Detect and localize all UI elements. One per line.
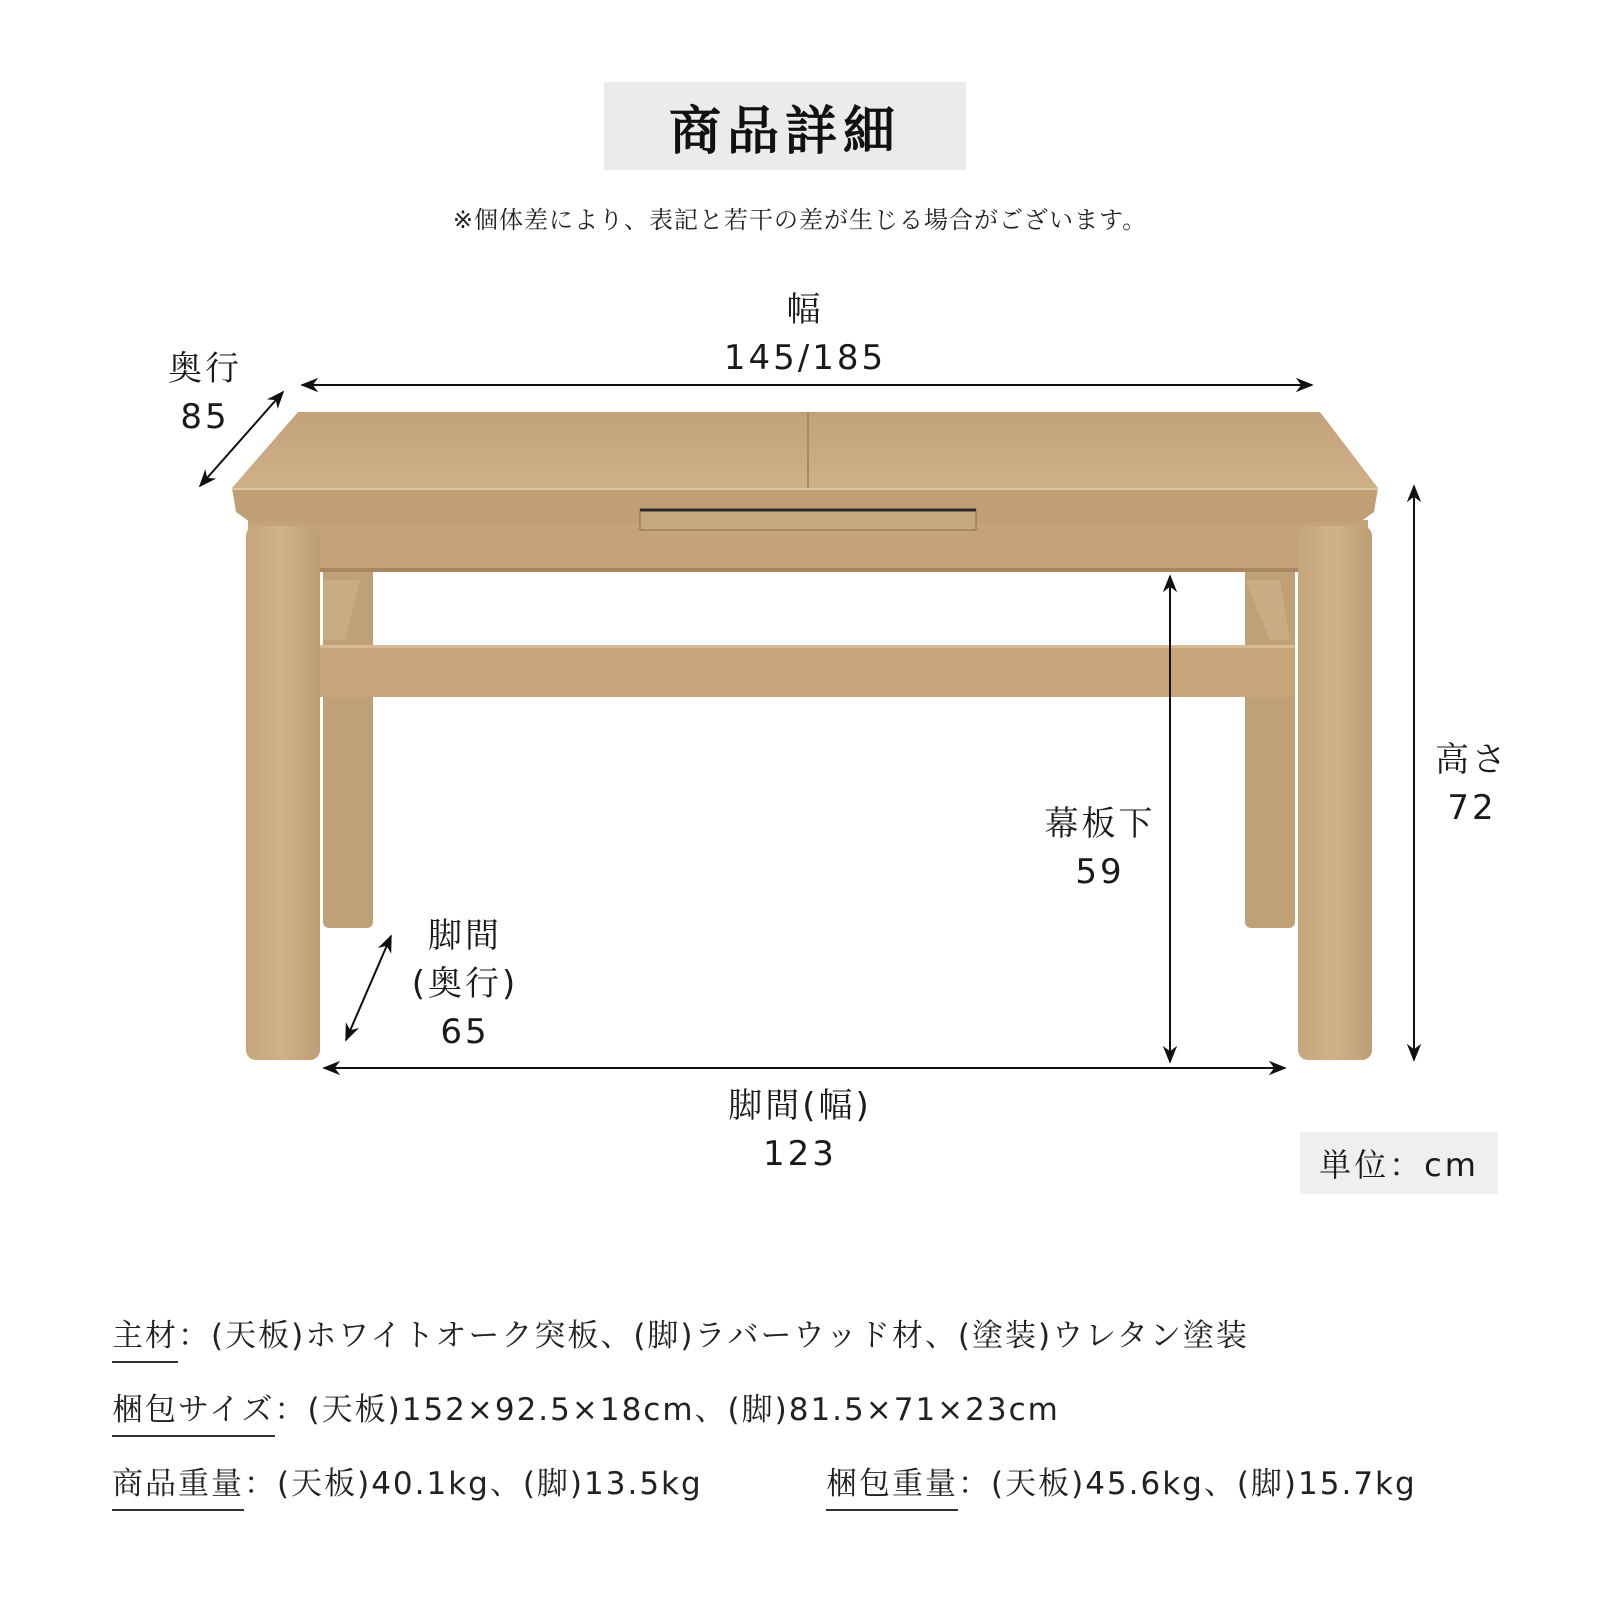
leg-gap-depth-arrow	[346, 936, 391, 1040]
spec-row-package-size	[112, 1384, 1060, 1437]
spec-key: 主材	[112, 1310, 178, 1363]
disclaimer-note: ※個体差により、表記と若干の差が生じる場合がございます。	[452, 206, 1148, 234]
leg-gap-depth-dimension	[400, 912, 530, 1056]
height-value: 72	[1447, 788, 1497, 828]
spec-key: 梱包サイズ	[112, 1384, 275, 1437]
width-label: 幅	[786, 290, 824, 330]
under-apron-value: 59	[1075, 852, 1125, 892]
leg-gap-width-dimension	[700, 1082, 900, 1178]
spec-row-product-weight	[112, 1458, 703, 1511]
spec-key: 商品重量	[112, 1458, 244, 1511]
leg-gap-width-value: 123	[763, 1134, 837, 1174]
page-title: 商品詳細	[668, 101, 901, 162]
depth-dimension	[150, 345, 260, 441]
unit-badge: 単位：cm	[1300, 1132, 1498, 1194]
spec-value: ：(天板)152×92.5×18cm、(脚)81.5×71×23cm	[274, 1392, 1060, 1428]
spec-value: ：(天板)ホワイトオーク突板、(脚)ラバーウッド材、(塗装)ウレタン塗装	[178, 1318, 1249, 1354]
leg-gap-depth-label-2: (奥行)	[411, 964, 519, 1004]
under-apron-dimension	[1030, 800, 1170, 896]
height-dimension	[1412, 736, 1532, 832]
spec-row-material	[112, 1310, 1249, 1363]
spec-value: ：(天板)40.1kg、(脚)13.5kg	[244, 1466, 703, 1502]
leg-gap-width-label: 脚間(幅)	[728, 1086, 872, 1126]
width-value: 145/185	[723, 338, 887, 378]
spec-value: ：(天板)45.6kg、(脚)15.7kg	[958, 1466, 1417, 1502]
front-right-leg	[1298, 526, 1372, 1060]
width-dimension	[705, 286, 905, 382]
tabletop-surface	[232, 412, 1378, 488]
spec-row-package-weight	[826, 1458, 1417, 1511]
lower-stretcher	[320, 645, 1295, 697]
leg-gap-depth-value: 65	[440, 1012, 490, 1052]
spec-key: 梱包重量	[826, 1458, 958, 1511]
leg-gap-depth-label-1: 脚間	[428, 916, 502, 956]
height-label: 高さ	[1435, 740, 1509, 780]
under-apron-label: 幕板下	[1044, 804, 1156, 844]
depth-value: 85	[180, 397, 230, 437]
front-left-leg	[246, 526, 320, 1060]
depth-label: 奥行	[168, 349, 242, 389]
